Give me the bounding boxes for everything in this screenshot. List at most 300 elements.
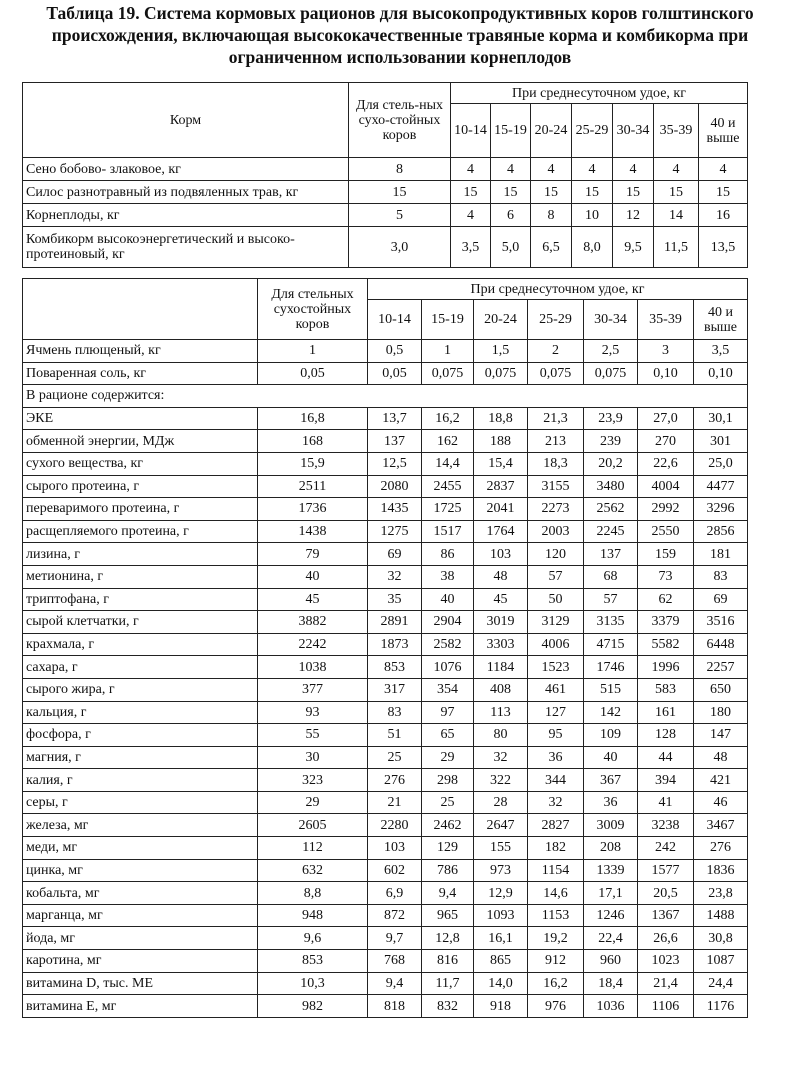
cell-value: 14,6 (528, 882, 584, 905)
table-row (23, 701, 748, 724)
cell-value: 32 (528, 791, 584, 814)
row-label: метионина, г (23, 565, 258, 588)
cell-value: 2257 (694, 656, 748, 679)
cell-value: 95 (528, 724, 584, 747)
table-row (23, 769, 748, 792)
row-label: расщепляемого протеина, г (23, 520, 258, 543)
row-label: кальция, г (23, 701, 258, 724)
table-row (23, 227, 748, 268)
cell-value: 4006 (528, 633, 584, 656)
cell-value: 4 (654, 158, 699, 181)
cell-value: 2273 (528, 498, 584, 521)
cell-value: 36 (584, 791, 638, 814)
table-row (23, 158, 748, 181)
cell-value: 8 (349, 158, 451, 181)
cell-value: 2992 (638, 498, 694, 521)
cell-value: 0,10 (694, 362, 748, 385)
yield-header-2: При среднесуточном удое, кг (368, 279, 748, 300)
cell-value: 1725 (422, 498, 474, 521)
cell-value: 367 (584, 769, 638, 792)
cell-value: 15 (451, 181, 491, 204)
yield-col-header: 40 и выше (699, 104, 748, 158)
cell-value: 344 (528, 769, 584, 792)
cell-value: 1176 (694, 995, 748, 1018)
table-row (23, 407, 748, 430)
cell-value: 1438 (258, 520, 368, 543)
row-label: Поваренная соль, кг (23, 362, 258, 385)
yield-col-header: 30-34 (613, 104, 654, 158)
cell-value: 1153 (528, 904, 584, 927)
cell-value: 354 (422, 678, 474, 701)
cell-value: 298 (422, 769, 474, 792)
cell-value: 25 (368, 746, 422, 769)
cell-value: 948 (258, 904, 368, 927)
cell-value: 14,4 (422, 452, 474, 475)
cell-value: 982 (258, 995, 368, 1018)
cell-value: 83 (694, 565, 748, 588)
cell-value: 137 (584, 543, 638, 566)
cell-value: 40 (584, 746, 638, 769)
cell-value: 816 (422, 950, 474, 973)
cell-value: 15 (491, 181, 531, 204)
cell-value: 15 (572, 181, 613, 204)
table-row (23, 204, 748, 227)
cell-value: 27,0 (638, 407, 694, 430)
cell-value: 2647 (474, 814, 528, 837)
cell-value: 918 (474, 995, 528, 1018)
cell-value: 0,075 (584, 362, 638, 385)
section-row (23, 385, 748, 408)
cell-value: 83 (368, 701, 422, 724)
table-row (23, 859, 748, 882)
cell-value: 3 (638, 340, 694, 363)
table-row (23, 746, 748, 769)
row-label: Силос разнотравный из подвяленных трав, кг (23, 181, 349, 204)
cell-value: 239 (584, 430, 638, 453)
cell-value: 4715 (584, 633, 638, 656)
row-label: Сено бобово- злаковое, кг (23, 158, 349, 181)
cell-value: 10 (572, 204, 613, 227)
cell-value: 120 (528, 543, 584, 566)
cell-value: 1246 (584, 904, 638, 927)
cell-value: 3,5 (451, 227, 491, 268)
cell-value: 1076 (422, 656, 474, 679)
cell-value: 38 (422, 565, 474, 588)
cell-value: 9,7 (368, 927, 422, 950)
cell-value: 1577 (638, 859, 694, 882)
cell-value: 377 (258, 678, 368, 701)
cell-value: 15,4 (474, 452, 528, 475)
cell-value: 3129 (528, 611, 584, 634)
cell-value: 17,1 (584, 882, 638, 905)
cell-value: 18,4 (584, 972, 638, 995)
cell-value: 865 (474, 950, 528, 973)
cell-value: 18,3 (528, 452, 584, 475)
cell-value: 12,9 (474, 882, 528, 905)
cell-value: 112 (258, 837, 368, 860)
cell-value: 181 (694, 543, 748, 566)
table-row (23, 498, 748, 521)
cell-value: 276 (368, 769, 422, 792)
cell-value: 16,2 (528, 972, 584, 995)
cell-value: 1,5 (474, 340, 528, 363)
cell-value: 2003 (528, 520, 584, 543)
row-label: крахмала, г (23, 633, 258, 656)
cell-value: 97 (422, 701, 474, 724)
cell-value: 4 (699, 158, 748, 181)
cell-value: 80 (474, 724, 528, 747)
cell-value: 818 (368, 995, 422, 1018)
cell-value: 3,5 (694, 340, 748, 363)
cell-value: 4 (531, 158, 572, 181)
cell-value: 40 (422, 588, 474, 611)
cell-value: 242 (638, 837, 694, 860)
row-label: калия, г (23, 769, 258, 792)
cell-value: 62 (638, 588, 694, 611)
cell-value: 1 (258, 340, 368, 363)
cell-value: 1093 (474, 904, 528, 927)
table-row (23, 995, 748, 1018)
cell-value: 960 (584, 950, 638, 973)
ration-table-bottom (22, 278, 748, 1018)
blank-header (23, 279, 258, 340)
cell-value: 3,0 (349, 227, 451, 268)
cell-value: 20,2 (584, 452, 638, 475)
yield-col-header: 20-24 (531, 104, 572, 158)
cell-value: 4004 (638, 475, 694, 498)
cell-value: 768 (368, 950, 422, 973)
cell-value: 2 (528, 340, 584, 363)
table-row (23, 611, 748, 634)
cell-value: 128 (638, 724, 694, 747)
cell-value: 15,9 (258, 452, 368, 475)
cell-value: 3516 (694, 611, 748, 634)
cell-value: 2582 (422, 633, 474, 656)
row-label: сырого жира, г (23, 678, 258, 701)
cell-value: 13,7 (368, 407, 422, 430)
table-row (23, 814, 748, 837)
cell-value: 57 (528, 565, 584, 588)
cell-value: 46 (694, 791, 748, 814)
table-row (23, 181, 748, 204)
cell-value: 1087 (694, 950, 748, 973)
cell-value: 73 (638, 565, 694, 588)
cell-value: 421 (694, 769, 748, 792)
row-label: магния, г (23, 746, 258, 769)
cell-value: 57 (584, 588, 638, 611)
cell-value: 14 (654, 204, 699, 227)
cell-value: 30,1 (694, 407, 748, 430)
cell-value: 182 (528, 837, 584, 860)
cell-value: 3379 (638, 611, 694, 634)
cell-value: 832 (422, 995, 474, 1018)
cell-value: 32 (368, 565, 422, 588)
cell-value: 51 (368, 724, 422, 747)
row-label: лизина, г (23, 543, 258, 566)
cell-value: 2550 (638, 520, 694, 543)
cell-value: 28 (474, 791, 528, 814)
cell-value: 86 (422, 543, 474, 566)
cell-value: 0,075 (474, 362, 528, 385)
cell-value: 322 (474, 769, 528, 792)
cell-value: 23,9 (584, 407, 638, 430)
cell-value: 2856 (694, 520, 748, 543)
cell-value: 853 (258, 950, 368, 973)
section-label: В рационе содержится: (23, 385, 748, 408)
cell-value: 0,10 (638, 362, 694, 385)
cell-value: 853 (368, 656, 422, 679)
cell-value: 2280 (368, 814, 422, 837)
cell-value: 3296 (694, 498, 748, 521)
cell-value: 2080 (368, 475, 422, 498)
cell-value: 21,3 (528, 407, 584, 430)
cell-value: 15 (531, 181, 572, 204)
cell-value: 602 (368, 859, 422, 882)
yield-col-header: 10-14 (368, 300, 422, 340)
yield-col-header: 30-34 (584, 300, 638, 340)
cell-value: 9,6 (258, 927, 368, 950)
yield-col-header: 20-24 (474, 300, 528, 340)
cell-value: 1023 (638, 950, 694, 973)
cell-value: 32 (474, 746, 528, 769)
cell-value: 180 (694, 701, 748, 724)
cell-value: 48 (474, 565, 528, 588)
cell-value: 6448 (694, 633, 748, 656)
row-label: триптофана, г (23, 588, 258, 611)
cell-value: 19,2 (528, 927, 584, 950)
cell-value: 29 (422, 746, 474, 769)
cell-value: 1996 (638, 656, 694, 679)
cell-value: 4 (613, 158, 654, 181)
cell-value: 1836 (694, 859, 748, 882)
cell-value: 12,8 (422, 927, 474, 950)
cell-value: 161 (638, 701, 694, 724)
cell-value: 6,9 (368, 882, 422, 905)
cell-value: 168 (258, 430, 368, 453)
cell-value: 22,6 (638, 452, 694, 475)
cell-value: 2455 (422, 475, 474, 498)
cell-value: 2837 (474, 475, 528, 498)
cell-value: 69 (694, 588, 748, 611)
cell-value: 24,4 (694, 972, 748, 995)
row-label: цинка, мг (23, 859, 258, 882)
table-row (23, 882, 748, 905)
cell-value: 208 (584, 837, 638, 860)
cell-value: 41 (638, 791, 694, 814)
cell-value: 2511 (258, 475, 368, 498)
cell-value: 127 (528, 701, 584, 724)
cell-value: 515 (584, 678, 638, 701)
cell-value: 276 (694, 837, 748, 860)
cell-value: 16,8 (258, 407, 368, 430)
row-label: Ячмень плющеный, кг (23, 340, 258, 363)
yield-col-header: 35-39 (654, 104, 699, 158)
cell-value: 3009 (584, 814, 638, 837)
cell-value: 5,0 (491, 227, 531, 268)
cell-value: 2245 (584, 520, 638, 543)
cell-value: 162 (422, 430, 474, 453)
cell-value: 147 (694, 724, 748, 747)
yield-col-header: 15-19 (491, 104, 531, 158)
cell-value: 6 (491, 204, 531, 227)
table-row (23, 678, 748, 701)
cell-value: 8,8 (258, 882, 368, 905)
cell-value: 3155 (528, 475, 584, 498)
cell-value: 93 (258, 701, 368, 724)
cell-value: 22,4 (584, 927, 638, 950)
cell-value: 976 (528, 995, 584, 1018)
cell-value: 15 (613, 181, 654, 204)
cell-value: 45 (258, 588, 368, 611)
cell-value: 583 (638, 678, 694, 701)
cell-value: 3019 (474, 611, 528, 634)
cell-value: 103 (474, 543, 528, 566)
table-row (23, 950, 748, 973)
cell-value: 1106 (638, 995, 694, 1018)
cell-value: 3238 (638, 814, 694, 837)
cell-value: 21 (368, 791, 422, 814)
table-row (23, 904, 748, 927)
cell-value: 965 (422, 904, 474, 927)
cell-value: 1736 (258, 498, 368, 521)
cell-value: 912 (528, 950, 584, 973)
cell-value: 8,0 (572, 227, 613, 268)
cell-value: 461 (528, 678, 584, 701)
table-title: Таблица 19. Система кормовых рационов для высокопродуктивных коров голштинского происхождения, включающая высококачественные травяные корма и комбикорма при ограниченном использовании корнеплодов (46, 3, 754, 67)
dry-cows-header-2: Для стельных сухостойных коров (258, 279, 368, 340)
cell-value: 25 (422, 791, 474, 814)
cell-value: 2827 (528, 814, 584, 837)
cell-value: 2242 (258, 633, 368, 656)
cell-value: 650 (694, 678, 748, 701)
dry-cows-header: Для стель-ных сухо-стойных коров (349, 83, 451, 158)
table-row (23, 791, 748, 814)
cell-value: 1746 (584, 656, 638, 679)
table-row (23, 724, 748, 747)
ration-table-top (22, 82, 748, 268)
cell-value: 103 (368, 837, 422, 860)
table-row (23, 430, 748, 453)
cell-value: 786 (422, 859, 474, 882)
table-row (23, 340, 748, 363)
cell-value: 29 (258, 791, 368, 814)
yield-col-header: 15-19 (422, 300, 474, 340)
cell-value: 1435 (368, 498, 422, 521)
cell-value: 973 (474, 859, 528, 882)
cell-value: 1367 (638, 904, 694, 927)
table-row (23, 837, 748, 860)
cell-value: 0,05 (258, 362, 368, 385)
cell-value: 1184 (474, 656, 528, 679)
cell-value: 1523 (528, 656, 584, 679)
cell-value: 13,5 (699, 227, 748, 268)
cell-value: 16,1 (474, 927, 528, 950)
row-label: витамина Е, мг (23, 995, 258, 1018)
table-row (23, 362, 748, 385)
row-label: фосфора, г (23, 724, 258, 747)
cell-value: 65 (422, 724, 474, 747)
cell-value: 0,075 (528, 362, 584, 385)
cell-value: 2,5 (584, 340, 638, 363)
row-label: кобальта, мг (23, 882, 258, 905)
cell-value: 1873 (368, 633, 422, 656)
cell-value: 317 (368, 678, 422, 701)
cell-value: 2562 (584, 498, 638, 521)
cell-value: 44 (638, 746, 694, 769)
cell-value: 3135 (584, 611, 638, 634)
cell-value: 9,4 (422, 882, 474, 905)
cell-value: 2904 (422, 611, 474, 634)
yield-col-header: 25-29 (572, 104, 613, 158)
cell-value: 15 (699, 181, 748, 204)
table-row (23, 452, 748, 475)
yield-col-header: 40 и выше (694, 300, 748, 340)
cell-value: 9,4 (368, 972, 422, 995)
cell-value: 1036 (584, 995, 638, 1018)
row-label: обменной энергии, МДж (23, 430, 258, 453)
cell-value: 4 (451, 204, 491, 227)
cell-value: 8 (531, 204, 572, 227)
cell-value: 323 (258, 769, 368, 792)
cell-value: 45 (474, 588, 528, 611)
row-label: переваримого протеина, г (23, 498, 258, 521)
cell-value: 68 (584, 565, 638, 588)
cell-value: 40 (258, 565, 368, 588)
table-row (23, 588, 748, 611)
cell-value: 1038 (258, 656, 368, 679)
cell-value: 5582 (638, 633, 694, 656)
cell-value: 1339 (584, 859, 638, 882)
table-row (23, 520, 748, 543)
row-label: Корнеплоды, кг (23, 204, 349, 227)
cell-value: 16,2 (422, 407, 474, 430)
cell-value: 48 (694, 746, 748, 769)
row-label: сахара, г (23, 656, 258, 679)
cell-value: 1275 (368, 520, 422, 543)
cell-value: 632 (258, 859, 368, 882)
cell-value: 188 (474, 430, 528, 453)
cell-value: 270 (638, 430, 694, 453)
cell-value: 15 (654, 181, 699, 204)
cell-value: 2891 (368, 611, 422, 634)
cell-value: 6,5 (531, 227, 572, 268)
cell-value: 12,5 (368, 452, 422, 475)
cell-value: 109 (584, 724, 638, 747)
cell-value: 4 (451, 158, 491, 181)
cell-value: 1764 (474, 520, 528, 543)
feed-header: Корм (23, 83, 349, 158)
cell-value: 3467 (694, 814, 748, 837)
row-label: Комбикорм высокоэнергетический и высоко-протеиновый, кг (23, 227, 349, 268)
cell-value: 5 (349, 204, 451, 227)
cell-value: 0,5 (368, 340, 422, 363)
cell-value: 23,8 (694, 882, 748, 905)
cell-value: 301 (694, 430, 748, 453)
cell-value: 11,5 (654, 227, 699, 268)
cell-value: 159 (638, 543, 694, 566)
cell-value: 4477 (694, 475, 748, 498)
table-row (23, 972, 748, 995)
cell-value: 30 (258, 746, 368, 769)
cell-value: 14,0 (474, 972, 528, 995)
cell-value: 16 (699, 204, 748, 227)
row-label: сырой клетчатки, г (23, 611, 258, 634)
cell-value: 0,05 (368, 362, 422, 385)
table-row (23, 633, 748, 656)
row-label: йода, мг (23, 927, 258, 950)
cell-value: 12 (613, 204, 654, 227)
row-label: меди, мг (23, 837, 258, 860)
